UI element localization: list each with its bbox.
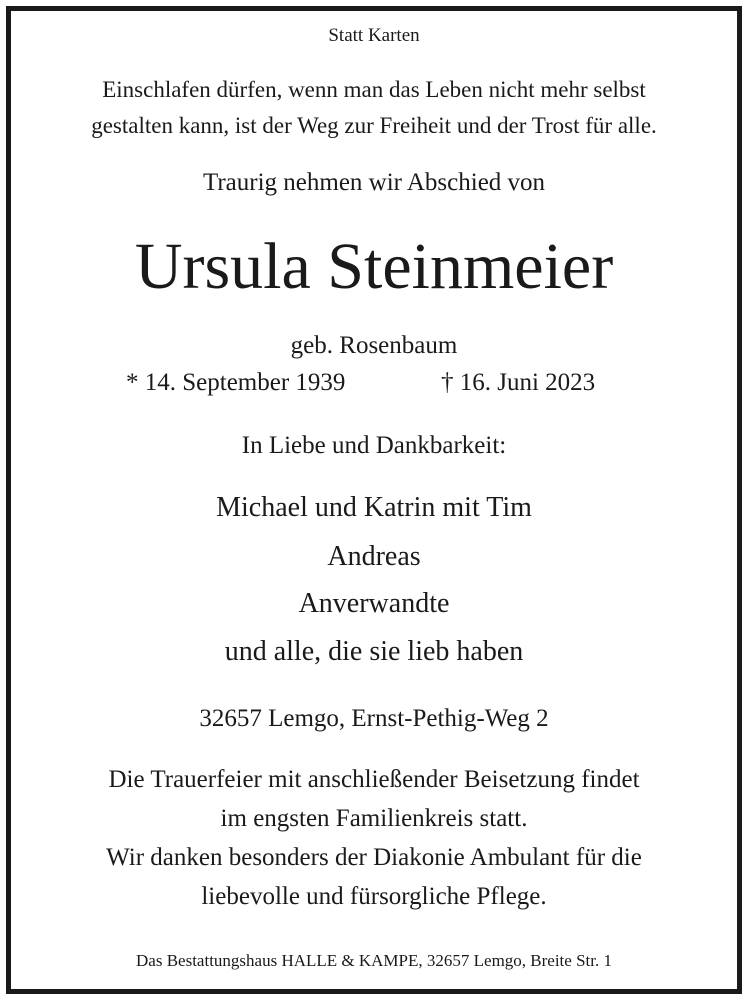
death-date: † 16. Juni 2023 bbox=[441, 369, 596, 396]
verse-line-2: gestalten kann, ist der Weg zur Freiheit und der Trost für alle. bbox=[91, 113, 657, 138]
mourner-line-1: Michael und Katrin mit Tim bbox=[216, 492, 532, 523]
funeral-info-line-4: liebevolle und fürsorgliche Pflege. bbox=[201, 883, 547, 910]
funeral-info-line-1: Die Trauerfeier mit anschließender Beisetzung findet bbox=[108, 766, 640, 793]
deceased-name: Ursula Steinmeier bbox=[134, 230, 614, 303]
funeral-home-footer: Das Bestattungshaus HALLE & KAMPE, 32657 Lemgo, Breite Str. 1 bbox=[136, 951, 612, 970]
header-text: Statt Karten bbox=[328, 25, 420, 46]
mourner-line-4: und alle, die sie lieb haben bbox=[224, 636, 524, 667]
gratitude-text: In Liebe und Dankbarkeit: bbox=[241, 432, 507, 459]
mourner-line-2: Andreas bbox=[327, 541, 421, 572]
birth-date: * 14. September 1939 bbox=[126, 369, 346, 396]
intro-text: Traurig nehmen wir Abschied von bbox=[202, 169, 546, 196]
funeral-info-line-2: im engsten Familienkreis statt. bbox=[220, 805, 528, 832]
family-address: 32657 Lemgo, Ernst-Pethig-Weg 2 bbox=[199, 705, 549, 732]
mourner-line-3: Anverwandte bbox=[298, 588, 450, 619]
verse-line-1: Einschlafen dürfen, wenn man das Leben nicht mehr selbst bbox=[102, 77, 646, 102]
birth-name: geb. Rosenbaum bbox=[290, 332, 458, 359]
funeral-info-line-3: Wir danken besonders der Diakonie Ambulant für die bbox=[106, 844, 642, 871]
